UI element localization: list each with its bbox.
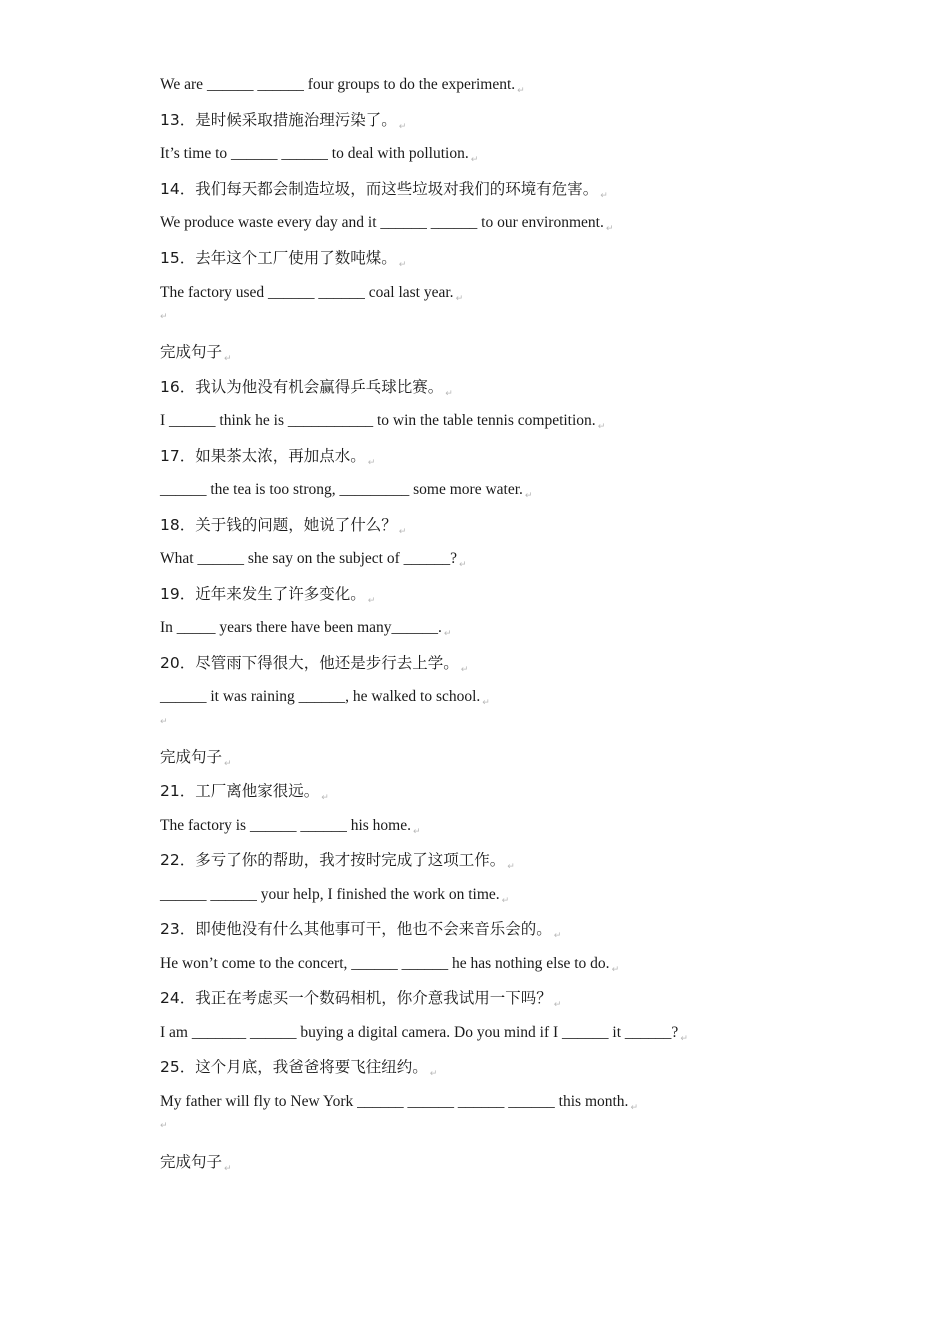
sentence-21-english: The factory is ______ ______ his home. $_↵$ [160,817,421,837]
question-16: 16．我认为他没有机会赢得乒乓球比赛。 $_↵$ [160,378,453,399]
sentence-13-english: It’s time to ______ ______ to deal with pollution. $_↵$ [160,145,479,165]
section-heading: 完成句子 $_↵$ [160,343,232,364]
question-15: 15．去年这个工厂使用了数吨煤。 $_↵$ [160,249,407,270]
question-23: 23．即使他没有什么其他事可干，他也不会来音乐会的。 $_↵$ [160,920,562,941]
sentence-24-english: I am _______ ______ buying a digital camera. Do you mind if I ______ it ______? $_↵$ [160,1024,688,1044]
question-20: 20．尽管雨下得很大，他还是步行去上学。 $_↵$ [160,654,469,675]
question-21: 21．工厂离他家很远。 $_↵$ [160,782,329,803]
question-13: 13．是时候采取措施治理污染了。 $_↵$ [160,111,407,132]
empty-paragraph-mark: ↵ [160,717,168,727]
section-heading: 完成句子 $_↵$ [160,1153,232,1174]
sentence-18-english: What ______ she say on the subject of ______? $_↵$ [160,550,467,570]
sentence-19-english: In _____ years there have been many______. $_↵$ [160,619,452,639]
sentence-25-english: My father will fly to New York ______ ______ ______ ______ this month. $_↵$ [160,1093,638,1113]
empty-paragraph-mark: ↵ [160,312,168,322]
sentence-20-english: ______ it was raining ______, he walked to school. $_↵$ [160,688,490,708]
sentence-17-english: ______ the tea is too strong, _________ some more water. $_↵$ [160,481,533,501]
question-14: 14．我们每天都会制造垃圾，而这些垃圾对我们的环境有危害。 $_↵$ [160,180,608,201]
question-19: 19．近年来发生了许多变化。 $_↵$ [160,585,376,606]
section-heading: 完成句子 $_↵$ [160,748,232,769]
empty-paragraph-mark: ↵ [160,1121,168,1131]
sentence-15-english: The factory used ______ ______ coal last year. $_↵$ [160,284,464,304]
question-24: 24．我正在考虑买一个数码相机，你介意我试用一下吗？ $_↵$ [160,989,562,1010]
question-17: 17．如果茶太浓，再加点水。 $_↵$ [160,447,376,468]
question-22: 22．多亏了你的帮助，我才按时完成了这项工作。 $_↵$ [160,851,515,872]
question-25: 25．这个月底，我爸爸将要飞往纽约。 $_↵$ [160,1058,438,1079]
question-18: 18．关于钱的问题，她说了什么？ $_↵$ [160,516,407,537]
sentence-16-english: I ______ think he is ___________ to win the table tennis competition. $_↵$ [160,412,606,432]
sentence-23-english: He won’t come to the concert, ______ ______ he has nothing else to do. $_↵$ [160,955,620,975]
sentence-12-english: We are ______ ______ four groups to do the experiment. $_↵$ [160,76,525,96]
sentence-14-english: We produce waste every day and it ______ ______ to our environment. $_↵$ [160,214,614,234]
sentence-22-english: ______ ______ your help, I finished the work on time. $_↵$ [160,886,510,906]
